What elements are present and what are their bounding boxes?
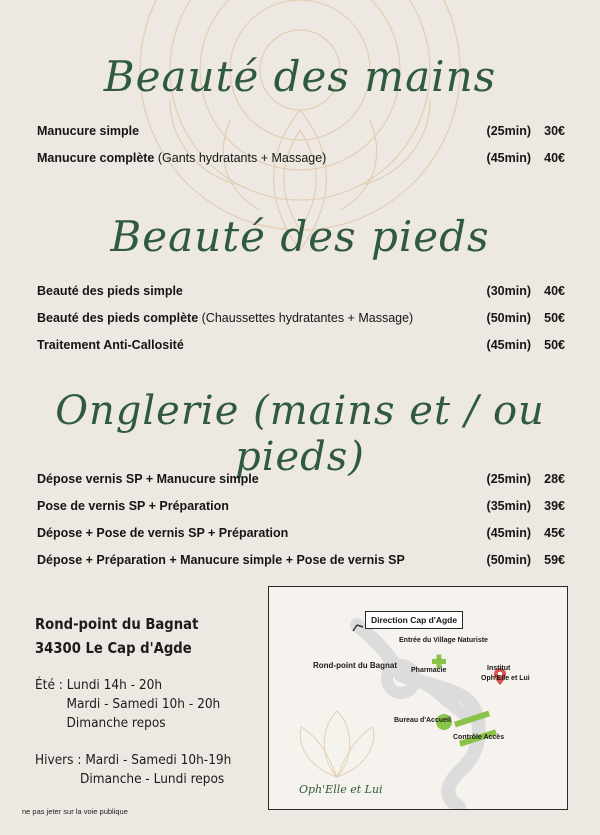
menu-item bbox=[37, 284, 565, 311]
service-name: Traitement Anti-Callosité bbox=[37, 338, 184, 352]
service-name: Manucure complète bbox=[37, 151, 155, 165]
service-price: 59€ bbox=[544, 553, 565, 567]
address-line-1: Rond-point du Bagnat bbox=[35, 615, 199, 633]
hours-summer: Été : Lundi 14h - 20h bbox=[35, 677, 163, 693]
map-label-entree: Entrée du Village Naturiste bbox=[399, 637, 488, 644]
service-duration: (45min) bbox=[486, 338, 531, 352]
menu-item bbox=[37, 338, 565, 365]
service-price: 40€ bbox=[544, 284, 565, 298]
map-label-pharmacie: Pharmacie bbox=[411, 667, 447, 674]
service-price: 40€ bbox=[544, 151, 565, 165]
menu-item bbox=[37, 472, 565, 499]
service-name: Dépose vernis SP + Manucure simple bbox=[37, 472, 259, 486]
service-name: Manucure simple bbox=[37, 124, 140, 138]
service-duration: (50min) bbox=[486, 311, 531, 325]
map-label-institut: Institut bbox=[487, 665, 511, 672]
hours-summer-line2: Mardi - Samedi 10h - 20h bbox=[66, 696, 221, 712]
location-map bbox=[268, 586, 568, 810]
service-price: 28€ bbox=[544, 472, 565, 486]
menu-item bbox=[37, 151, 565, 178]
service-duration: (35min) bbox=[486, 499, 531, 513]
service-duration: (25min) bbox=[486, 124, 531, 138]
footer-note: ne pas jeter sur la voie publique bbox=[22, 807, 128, 816]
service-price: 45€ bbox=[544, 526, 565, 540]
service-name: Pose de vernis SP + Préparation bbox=[37, 499, 229, 513]
service-detail: (Chaussettes hydratantes + Massage) bbox=[198, 311, 414, 325]
service-duration: (45min) bbox=[486, 526, 531, 540]
map-label-rondpoint: Rond-point du Bagnat bbox=[313, 661, 397, 670]
hours-winter: Hivers : Mardi - Samedi 10h-19h bbox=[35, 752, 232, 768]
map-label-controle: Contrôle Accès bbox=[453, 734, 505, 741]
address-block bbox=[35, 612, 198, 660]
menu-item bbox=[37, 553, 565, 580]
service-duration: (45min) bbox=[486, 151, 531, 165]
map-label-institut-name: Oph'Elle et Lui bbox=[481, 675, 530, 682]
menu-item bbox=[37, 124, 565, 151]
service-price: 39€ bbox=[544, 499, 565, 513]
service-name: Dépose + Préparation + Manucure simple + Pose de vernis SP bbox=[37, 553, 405, 567]
menu-item bbox=[37, 499, 565, 526]
menu-list-pieds bbox=[37, 284, 565, 365]
section-title-pieds: Beauté des pieds bbox=[110, 212, 490, 261]
service-price: 50€ bbox=[544, 311, 565, 325]
menu-list-mains bbox=[37, 124, 565, 178]
map-direction-label: Direction Cap d'Agde bbox=[365, 611, 463, 629]
section-title-mains: Beauté des mains bbox=[103, 52, 497, 101]
service-price: 30€ bbox=[544, 124, 565, 138]
brand-logo-text: Oph'Elle et Lui bbox=[299, 783, 383, 796]
service-name: Beauté des pieds simple bbox=[37, 284, 183, 298]
service-price: 50€ bbox=[544, 338, 565, 352]
address-line-2: 34300 Le Cap d'Agde bbox=[35, 639, 192, 657]
menu-list-onglerie bbox=[37, 472, 565, 580]
opening-hours bbox=[35, 676, 231, 789]
menu-item bbox=[37, 526, 565, 553]
service-detail: (Gants hydratants + Massage) bbox=[154, 151, 327, 165]
service-duration: (50min) bbox=[486, 553, 531, 567]
service-duration: (30min) bbox=[486, 284, 531, 298]
hours-winter-line2: Dimanche - Lundi repos bbox=[80, 771, 225, 787]
service-name: Dépose + Pose de vernis SP + Préparation bbox=[37, 526, 289, 540]
service-name: Beauté des pieds complète bbox=[37, 311, 199, 325]
menu-item bbox=[37, 311, 565, 338]
map-label-bureau: Bureau d'Accueil bbox=[394, 717, 451, 724]
hours-summer-line3: Dimanche repos bbox=[66, 715, 166, 731]
service-duration: (25min) bbox=[486, 472, 531, 486]
section-title-onglerie: Onglerie (mains et / ou pieds) bbox=[55, 388, 545, 480]
